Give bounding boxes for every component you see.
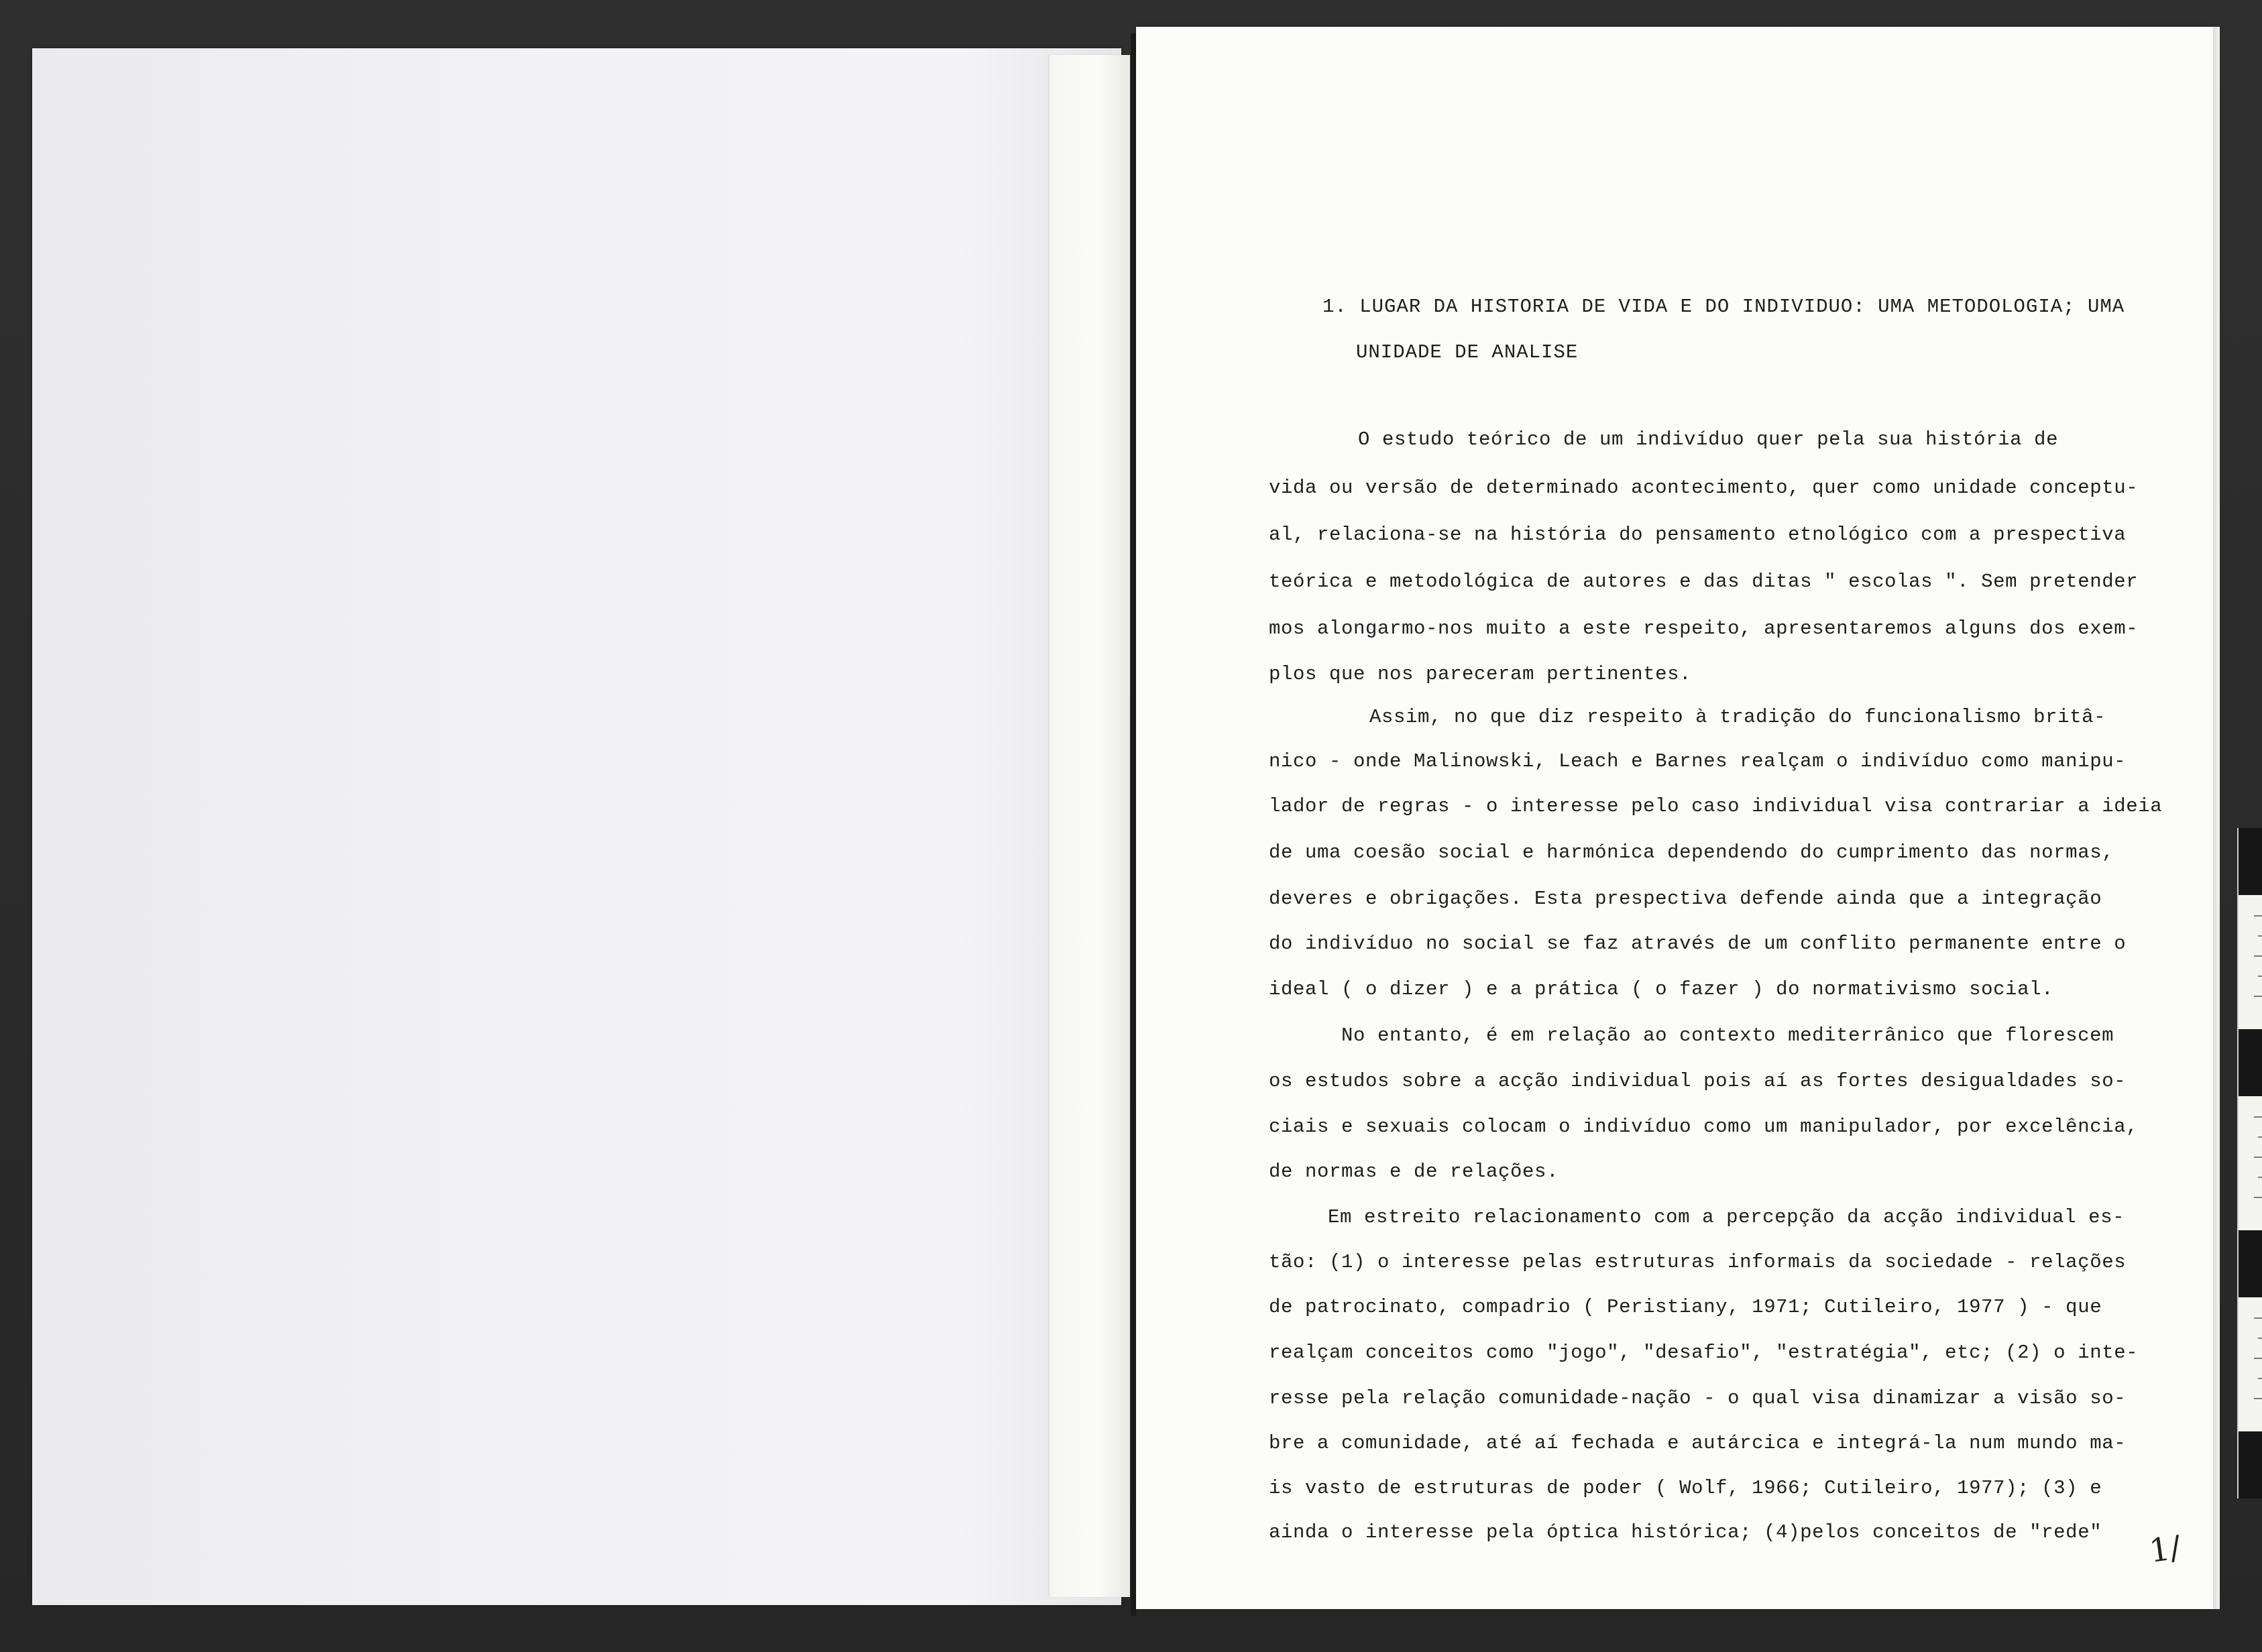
body-line: al, relaciona-se na história do pensamento etnológico com a prespectiva xyxy=(1269,524,2127,546)
ruler-band xyxy=(2239,1230,2262,1297)
body-line: resse pela relação comunidade-nação - o qual visa dinamizar a visão so- xyxy=(1269,1387,2127,1409)
body-line: mos alongarmo-nos muito a este respeito, apresentaremos alguns dos exem- xyxy=(1269,617,2139,640)
body-line: ideal ( o dizer ) e a prática ( o fazer ) do normativismo social. xyxy=(1269,978,2054,1000)
body-line: vida ou versão de determinado acontecimento, quer como unidade conceptu- xyxy=(1269,477,2139,499)
book-spine xyxy=(1131,34,1136,1616)
ruler-tick xyxy=(2254,1398,2262,1399)
ruler-tick xyxy=(2258,1177,2262,1178)
section-heading-line-1: 1. LUGAR DA HISTORIA DE VIDA E DO INDIVIDUO: UMA METODOLOGIA; UMA xyxy=(1322,296,2125,318)
body-line: O estudo teórico de um indivíduo quer pela sua história de xyxy=(1358,428,2059,451)
ruler-tick xyxy=(2254,1116,2262,1118)
handwritten-page-number: 1/ xyxy=(2147,1529,2184,1570)
ruler-tick xyxy=(2254,1197,2262,1198)
body-line: is vasto de estruturas de poder ( Wolf, 1966; Cutileiro, 1977); (3) e xyxy=(1269,1477,2102,1499)
body-line: plos que nos pareceram pertinentes. xyxy=(1269,663,1692,685)
body-line: de normas e de relações. xyxy=(1269,1161,1559,1183)
left-blank-page xyxy=(32,48,1121,1605)
ruler-tick xyxy=(2254,955,2262,957)
ruler-tick xyxy=(2258,1338,2262,1339)
ruler-band xyxy=(2239,1029,2262,1096)
body-line: Assim, no que diz respeito à tradição do funcionalismo britâ- xyxy=(1369,706,2106,728)
ruler-tick xyxy=(2254,1157,2262,1158)
body-line: deveres e obrigações. Esta prespectiva defende ainda que a integração xyxy=(1269,888,2102,910)
body-line: do indivíduo no social se faz através de um conflito permanente entre o xyxy=(1269,933,2127,955)
body-line: realçam conceitos como "jogo", "desafio", "estratégia", etc; (2) o inte- xyxy=(1269,1342,2139,1364)
body-line: ainda o interesse pela óptica histórica; (4)pelos conceitos de "rede" xyxy=(1269,1521,2102,1543)
body-line: lador de regras - o interesse pelo caso individual visa contrariar a ideia xyxy=(1269,795,2163,817)
body-line: No entanto, é em relação ao contexto mediterrânico que florescem xyxy=(1341,1024,2114,1047)
left-inner-sheet xyxy=(1050,55,1130,1597)
ruler-tick xyxy=(2258,1378,2262,1379)
ruler-tick xyxy=(2254,915,2262,917)
body-line: de uma coesão social e harmónica dependendo do cumprimento das normas, xyxy=(1269,841,2114,864)
ruler-tick xyxy=(2258,1136,2262,1138)
body-line: ciais e sexuais colocam o indivíduo como um manipulador, por excelência, xyxy=(1269,1116,2139,1138)
scale-ruler xyxy=(2237,828,2262,1498)
section-heading-line-2: UNIDADE DE ANALISE xyxy=(1356,341,1579,363)
body-line: bre a comunidade, até aí fechada e autárcica e integrá-la num mundo ma- xyxy=(1269,1432,2127,1454)
ruler-tick xyxy=(2258,935,2262,937)
ruler-tick xyxy=(2254,1317,2262,1319)
body-line: teórica e metodológica de autores e das ditas " escolas ". Sem pretender xyxy=(1269,571,2139,593)
ruler-band xyxy=(2239,1431,2262,1498)
ruler-tick xyxy=(2258,976,2262,977)
body-line: tão: (1) o interesse pelas estruturas informais da sociedade - relações xyxy=(1269,1251,2127,1273)
body-line: de patrocinato, compadrio ( Peristiany, 1971; Cutileiro, 1977 ) - que xyxy=(1269,1296,2102,1318)
body-line: Em estreito relacionamento com a percepção da acção individual es- xyxy=(1328,1206,2125,1228)
ruler-tick xyxy=(2254,996,2262,997)
right-page-edge xyxy=(2213,27,2220,1609)
body-line: nico - onde Malinowski, Leach e Barnes realçam o indivíduo como manipu- xyxy=(1269,750,2127,772)
ruler-band xyxy=(2239,828,2262,895)
ruler-tick xyxy=(2254,1358,2262,1359)
body-line: os estudos sobre a acção individual pois aí as fortes desigualdades so- xyxy=(1269,1070,2127,1092)
